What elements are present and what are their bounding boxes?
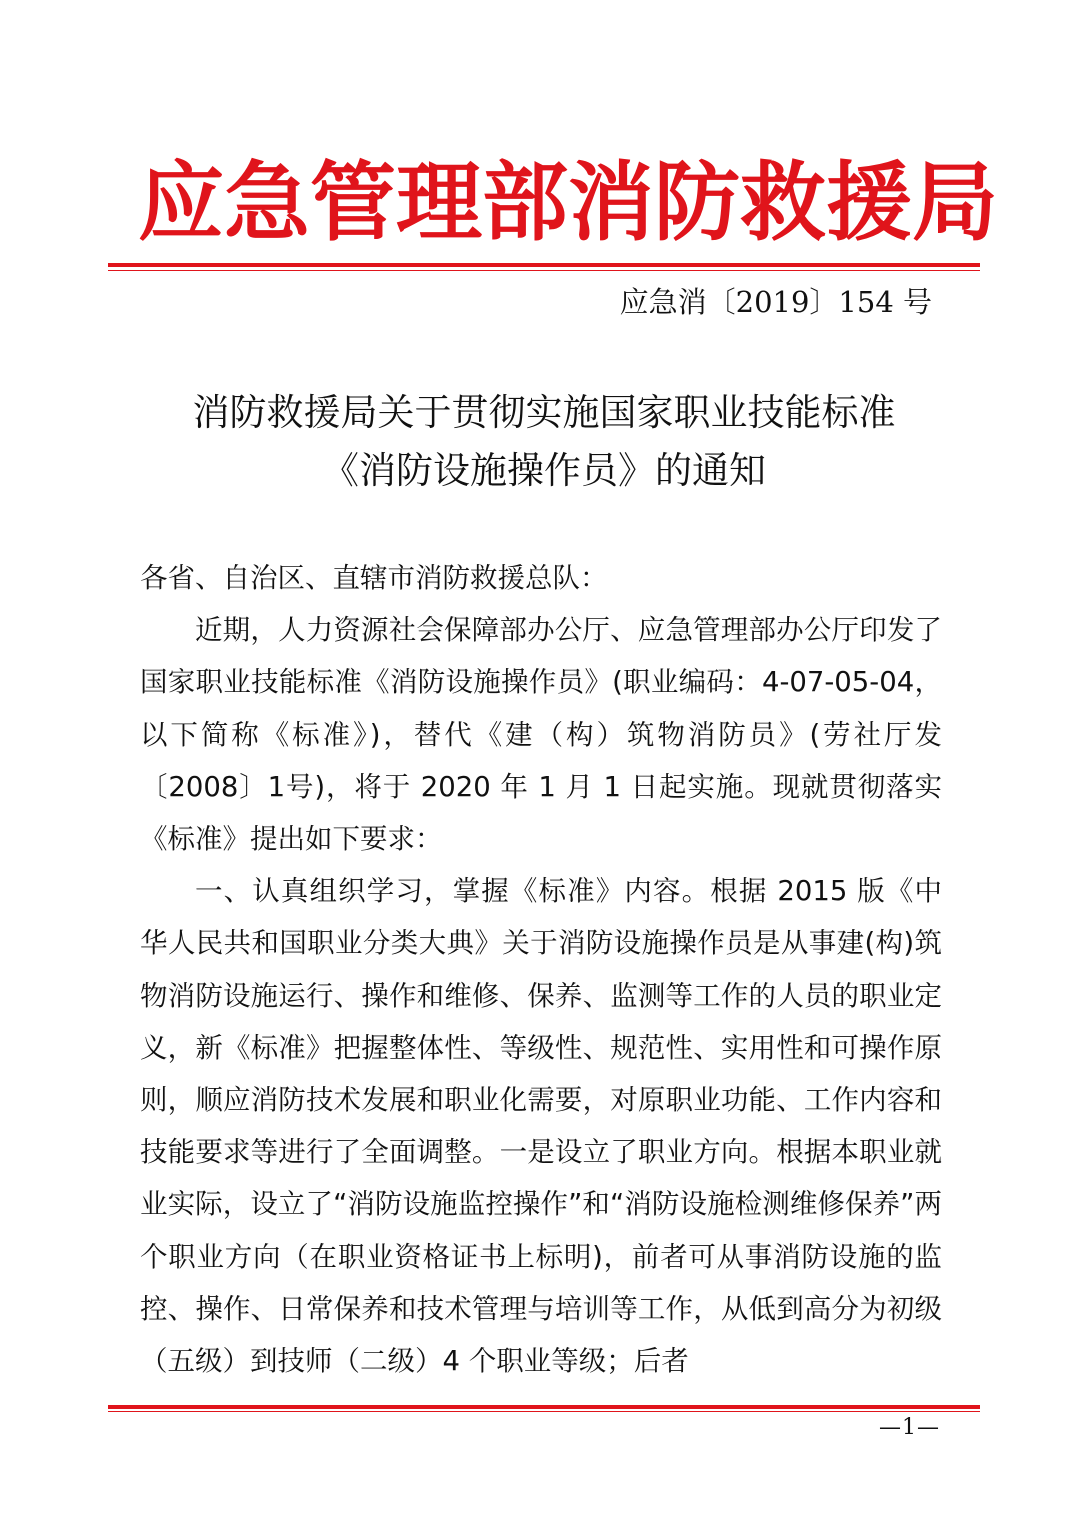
masthead-char: 急: [224, 152, 310, 253]
paragraph-text: 根据本职业就业实际，设立了“消防设施监控操作”和“消防设施检测维修保养”两个职业方向（在职业资格证书上标明)，前者可从事消防设施的监控、操作、日常保养和技术管理与培训等工作，从低到高分为初级（五级）到技师（二级）4 个职业等级；后者: [140, 1136, 943, 1378]
paragraph-requirement-1: [140, 865, 942, 1387]
masthead-char: 部: [482, 152, 568, 253]
document-title: [108, 384, 980, 500]
masthead-char: 救: [740, 152, 826, 253]
emphasis-text: 一是设立了职业方向。: [499, 1136, 777, 1169]
paragraph-text: 一、认真组织学习，掌握《标准》内容。根据 2015 版《中华人民共和国职业分类大典》关于消防设施操作员是从事建(构)筑物消防设施运行、操作和维修、保养、监测等工作的人员的职业定义，新《标准》把握整体性、等级性、规范性、实用性和可操作原则，顺应消防技术发展和职业化需要，对原职业功能、工作内容和技能要求等进行了全面调整。: [140, 875, 942, 1169]
masthead-char: 局: [912, 152, 998, 253]
paragraph-intro: 近期，人力资源社会保障部办公厅、应急管理部办公厅印发了国家职业技能标准《消防设施操作员》(职业编码：4-07-05-04，以下简称《标准》)，替代《建（构）筑物消防员》(劳社厅发〔2008〕1号)，将于 2020 年 1 月 1 日起实施。现就贯彻落实《标准》提出如下要求：: [140, 614, 942, 856]
footer-divider-thick: [108, 1405, 980, 1409]
footer-divider-thin: [108, 1411, 980, 1412]
masthead-char: 消: [568, 152, 654, 253]
document-body: [140, 552, 942, 1387]
masthead-char: 援: [826, 152, 912, 253]
document-number: 应急消〔2019〕154 号: [619, 285, 932, 319]
issuer-masthead: [138, 148, 998, 258]
masthead-char: 理: [396, 152, 482, 253]
title-line-2: 《消防设施操作员》的通知: [322, 449, 766, 492]
salutation: 各省、自治区、直辖市消防救援总队：: [140, 562, 608, 594]
masthead-char: 应: [138, 152, 224, 253]
page-number: —1—: [879, 1415, 940, 1440]
header-divider-thin: [108, 270, 980, 271]
masthead-char: 防: [654, 152, 740, 253]
title-line-1: 消防救援局关于贯彻实施国家职业技能标准: [192, 391, 896, 434]
header-divider-thick: [108, 263, 980, 267]
masthead-char: 管: [310, 152, 396, 253]
